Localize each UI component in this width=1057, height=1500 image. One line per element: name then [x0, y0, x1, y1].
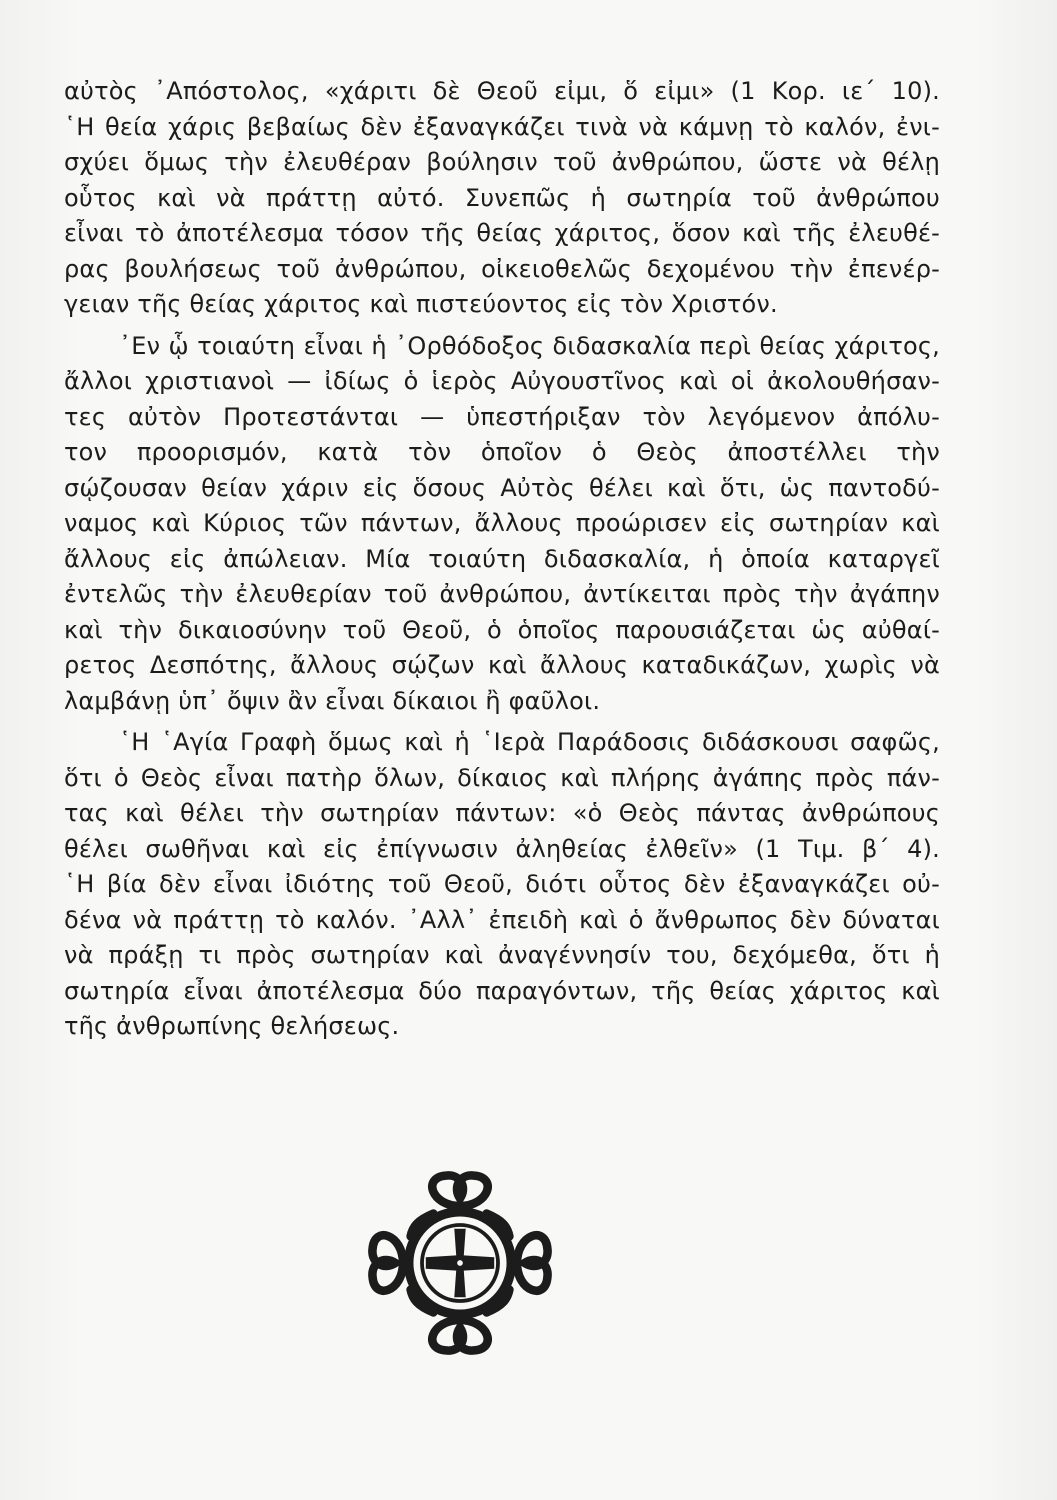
text-line: εἶναι τὸ ἀποτέλεσμα τόσον τῆς θείας χάριτος, ὅσον καὶ τῆς ἐλευθέ- — [64, 219, 940, 247]
paragraph — [64, 329, 940, 720]
text-line: ῾Η θεία χάρις βεβαίως δὲν ἐξαναγκάζει τινὰ νὰ κάμνῃ τὸ καλόν, ἐνι- — [64, 112, 940, 141]
text-line: γειαν τῆς θείας χάριτος καὶ πιστεύοντος εἰς τὸν Χριστόν. — [64, 290, 778, 318]
text-line: δένα νὰ πράττῃ τὸ καλόν. ᾿Αλλ᾿ ἐπειδὴ καὶ ὁ ἄνθρωπος δὲν δύναται — [64, 905, 940, 934]
text-line: ρας βουλήσεως τοῦ ἀνθρώπου, οἰκειοθελῶς δεχομένου τὴν ἐπενέρ- — [64, 254, 940, 283]
text-line: ᾿Εν ᾧ τοιαύτη εἶναι ἡ ᾿Ορθόδοξος διδασκαλία περὶ θείας χάριτος, — [119, 331, 940, 360]
text-block — [64, 74, 940, 1045]
text-line: ἄλλους εἰς ἀπώλειαν. Μία τοιαύτη διδασκαλία, ἡ ὁποία καταργεῖ — [64, 544, 940, 573]
text-line: ἐντελῶς τὴν ἐλευθερίαν τοῦ ἀνθρώπου, ἀντίκειται πρὸς τὴν ἀγάπην — [64, 580, 940, 608]
text-line: λαμβάνῃ ὑπ᾿ ὄψιν ἂν εἶναι δίκαιοι ἢ φαῦλοι. — [64, 686, 601, 715]
text-line: ὅτι ὁ Θεὸς εἶναι πατὴρ ὅλων, δίκαιος καὶ πλήρης ἀγάπης πρὸς πάν- — [64, 763, 940, 792]
text-line: σχύει ὅμως τὴν ἐλευθέραν βούλησιν τοῦ ἀνθρώπου, ὥστε νὰ θέλῃ — [64, 148, 940, 176]
text-line: θέλει σωθῆναι καὶ εἰς ἐπίγνωσιν ἀληθείας ἐλθεῖν» (1 Τιμ. β΄ 4). — [64, 834, 940, 863]
text-line: καὶ τὴν δικαιοσύνην τοῦ Θεοῦ, ὁ ὁποῖος παρουσιάζεται ὡς αὐθαί- — [64, 615, 940, 644]
text-line: ρετος Δεσπότης, ἄλλους σῴζων καὶ ἄλλους καταδικάζων, χωρὶς νὰ — [64, 651, 940, 679]
text-line: οὗτος καὶ νὰ πράττῃ αὐτό. Συνεπῶς ἡ σωτηρία τοῦ ἀνθρώπου — [64, 183, 940, 212]
celtic-cross-ornament-icon — [365, 1168, 555, 1358]
text-line: αὐτὸς ᾿Απόστολος, «χάριτι δὲ Θεοῦ εἰμι, ὅ εἰμι» (1 Κορ. ιε΄ 10). — [64, 77, 940, 105]
text-line: τῆς ἀνθρωπίνης θελήσεως. — [64, 1012, 400, 1040]
paragraph — [64, 725, 940, 1045]
text-line: νὰ πράξῃ τι πρὸς σωτηρίαν καὶ ἀναγέννησίν του, δεχόμεθα, ὅτι ἡ — [64, 941, 940, 969]
text-line: σωτηρία εἶναι ἀποτέλεσμα δύο παραγόντων, τῆς θείας χάριτος καὶ — [64, 976, 940, 1005]
text-line: τες αὐτὸν Προτεστάνται — ὑπεστήριξαν τὸν λεγόμενον ἀπόλυ- — [64, 402, 940, 431]
text-line: τον προορισμόν, κατὰ τὸν ὁποῖον ὁ Θεὸς ἀποστέλλει τὴν — [64, 438, 940, 466]
text-line: ῾Η ῾Αγία Γραφὴ ὅμως καὶ ἡ ῾Ιερὰ Παράδοσις διδάσκουσι σαφῶς, — [119, 728, 940, 756]
paragraph — [64, 74, 940, 323]
text-line: τας καὶ θέλει τὴν σωτηρίαν πάντων: «ὁ Θεὸς πάντας ἀνθρώπους — [64, 799, 940, 827]
text-line: ῾Η βία δὲν εἶναι ἰδιότης τοῦ Θεοῦ, διότι οὗτος δὲν ἐξαναγκάζει οὐ- — [64, 870, 940, 898]
text-line: ναμος καὶ Κύριος τῶν πάντων, ἄλλους προώρισεν εἰς σωτηρίαν καὶ — [64, 509, 940, 537]
text-line: ἄλλοι χριστιανοὶ — ἰδίως ὁ ἱερὸς Αὐγουστῖνος καὶ οἱ ἀκολουθήσαν- — [64, 367, 940, 395]
text-line: σῴζουσαν θείαν χάριν εἰς ὅσους Αὐτὸς θέλει καὶ ὅτι, ὡς παντοδύ- — [64, 473, 940, 502]
